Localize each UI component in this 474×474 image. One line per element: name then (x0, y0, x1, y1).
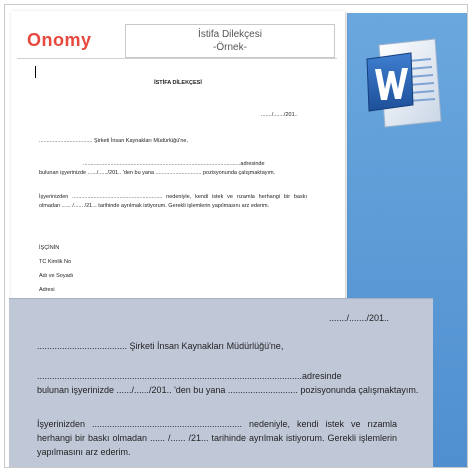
addressee-line: ................................... Şirketi İnsan Kaynakları Müdürlüğü'ne, (39, 138, 188, 144)
zoomed-resign-paragraph: İşyerinizden ............................................................ nedeniyle, kendi istek ve rızamla herhangi bir baskı olmadan ...... /...... /21... tarihinde ayrılmak istiyorum. Gerekli işlemlerin yapılmasını arz ederim. (37, 419, 397, 457)
document-title: İSTİFA DİLEKÇESİ (154, 80, 202, 86)
zoomed-date-line: ......./......./201.. (329, 313, 390, 323)
resign-paragraph: İşyerinizden ........................................................... nedeniyle, kendi istek ve rızamla herhangi bir baskı olmadan ...... /...... /21... tarihinde ayrılmak istiyorum. Gerekli işlemlerin yapılmasını arz ederim. (39, 194, 307, 209)
zoomed-excerpt-panel (9, 298, 433, 468)
zoomed-addressee-line: .................................... Şirketi İnsan Kaynakları Müdürlüğü'ne, (37, 341, 284, 351)
name-surname-label: Adı ve Soyadı (39, 273, 74, 279)
header-title-box (125, 24, 335, 58)
brand-logo: Onomy (27, 30, 92, 50)
word-icon (357, 35, 453, 131)
zoomed-employment-line: bulunan işyerinizde ....../....../201.. 'den bu yana ............................ pozisyonunda çalışmaktayım. (37, 385, 419, 395)
screenshot-frame (4, 4, 468, 468)
zoomed-address-line: ..........................................................................................................adresinde (37, 371, 342, 381)
address-line: .......................................................................................................adresinde (83, 161, 265, 167)
date-line: ......./......./201.. (261, 112, 298, 118)
text-cursor (35, 66, 36, 78)
document-header (17, 18, 337, 59)
address-label: Adresi (39, 287, 55, 293)
header-subtitle: -Örnek- (213, 42, 247, 53)
tc-number-label: TC Kimlik No (39, 259, 72, 265)
employment-line: bulunan işyerinizde ....../....../201.. 'den bu yana .............................. pozisyonunda çalışmaktayım. (39, 170, 276, 176)
signature-label: İŞÇİNİN (39, 245, 60, 251)
header-title: İstifa Dilekçesi (198, 29, 262, 40)
